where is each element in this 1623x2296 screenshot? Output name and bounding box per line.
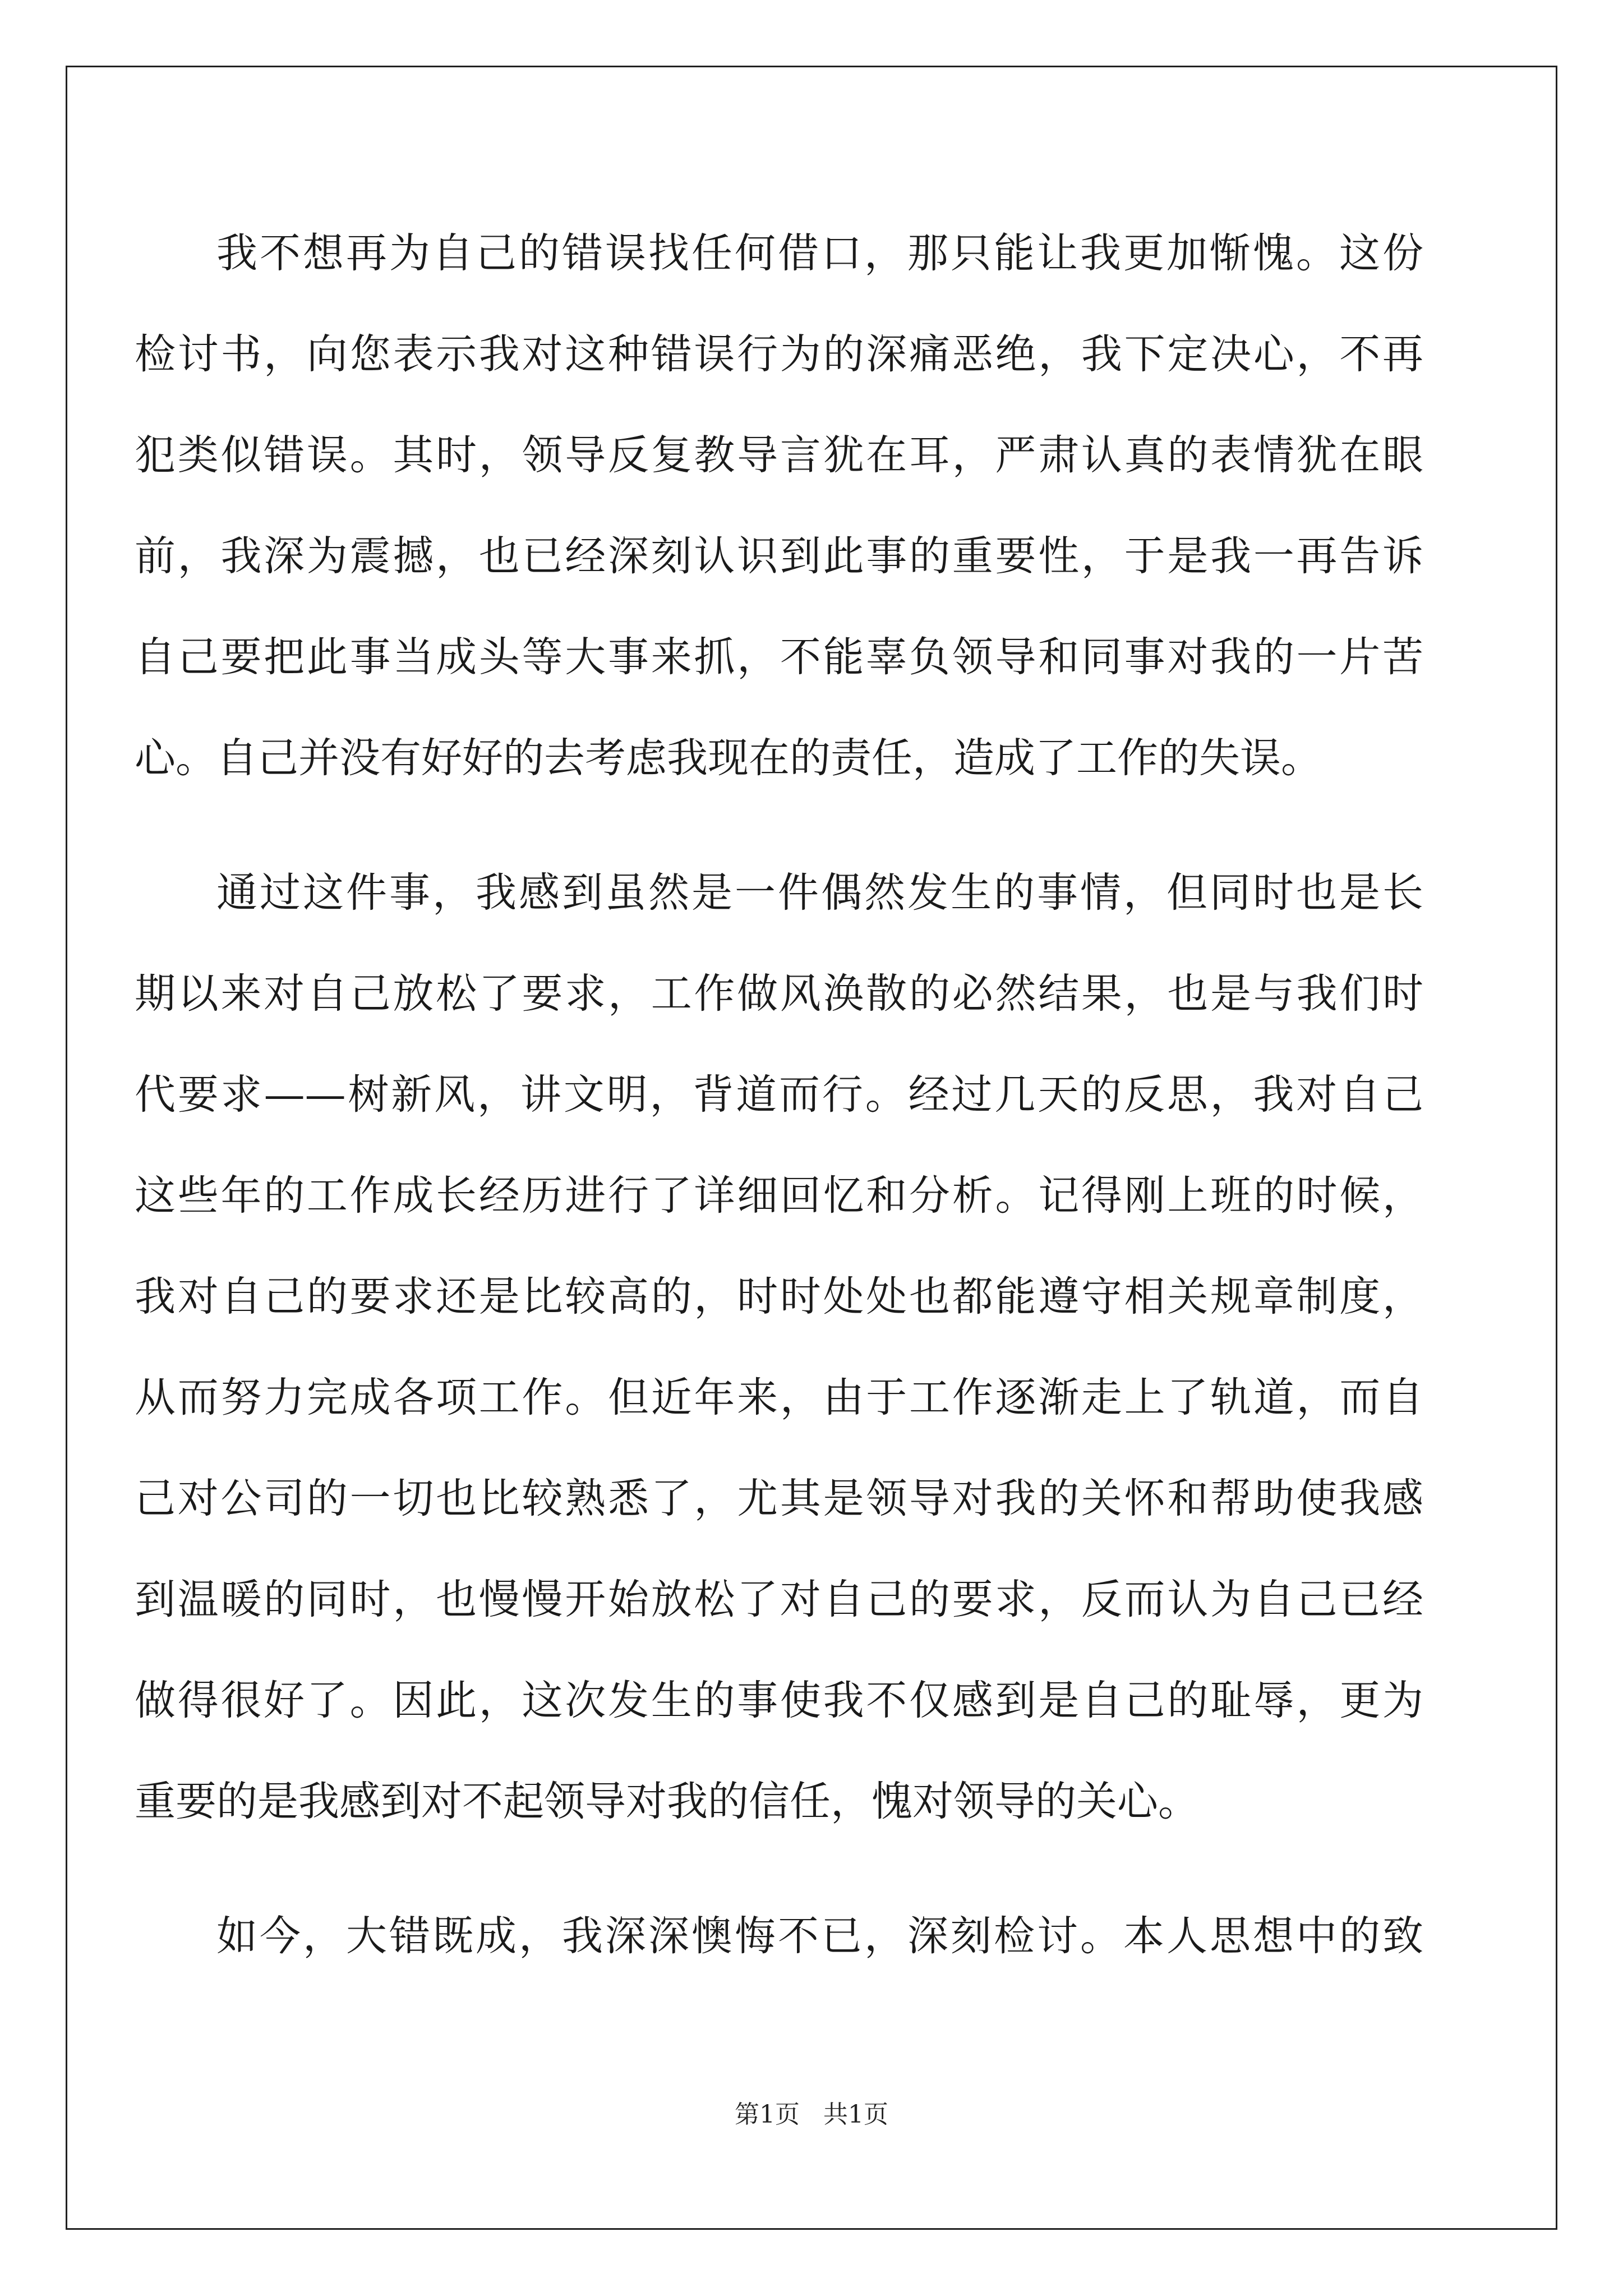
paragraph-2-line-8: 到温暖的同时，也慢慢开始放松了对自己的要求，反而认为自己已经 <box>135 1576 1423 1623</box>
paragraph-2-line-6: 从而努力完成各项工作。但近年来，由于工作逐渐走上了轨道，而自 <box>135 1374 1423 1421</box>
paragraph-1-line-5: 自己要把此事当成头等大事来抓，不能辜负领导和同事对我的一片苦 <box>135 633 1423 681</box>
paragraph-2-line-10: 重要的是我感到对不起领导对我的信任，愧对领导的关心。 <box>135 1778 1199 1825</box>
paragraph-2-line-7: 己对公司的一切也比较熟悉了，尤其是领导对我的关怀和帮助使我感 <box>135 1475 1423 1522</box>
paragraph-1-line-4: 前，我深为震撼，也已经深刻认识到此事的重要性，于是我一再告诉 <box>135 532 1423 580</box>
paragraph-2-line-9: 做得很好了。因此，这次发生的事使我不仅感到是自己的耻辱，更为 <box>135 1677 1423 1724</box>
paragraph-2-line-5: 我对自己的要求还是比较高的，时时处处也都能遵守相关规章制度， <box>135 1273 1423 1320</box>
paragraph-2-line-1: 通过这件事，我感到虽然是一件偶然发生的事情，但同时也是长 <box>216 869 1423 917</box>
paragraph-2-line-3: 代要求——树新风，讲文明，背道而行。经过几天的反思，我对自己 <box>135 1071 1423 1119</box>
page-number-footer: 第1页 共1页 <box>735 2100 888 2129</box>
paragraph-1-line-3: 犯类似错误。其时，领导反复教导言犹在耳，严肃认真的表情犹在眼 <box>135 431 1423 479</box>
paragraph-2-line-4: 这些年的工作成长经历进行了详细回忆和分析。记得刚上班的时候， <box>135 1172 1423 1220</box>
paragraph-3-line-1: 如今，大错既成，我深深懊悔不已，深刻检讨。本人思想中的致 <box>216 1912 1423 1960</box>
paragraph-1-line-1: 我不想再为自己的错误找任何借口，那只能让我更加惭愧。这份 <box>216 229 1423 277</box>
paragraph-1-line-6: 心。自己并没有好好的去考虑我现在的责任，造成了工作的失误。 <box>135 734 1322 782</box>
paragraph-2-line-2: 期以来对自己放松了要求，工作做风涣散的必然结果，也是与我们时 <box>135 970 1423 1018</box>
paragraph-1-line-2: 检讨书，向您表示我对这种错误行为的深痛恶绝，我下定决心，不再 <box>135 330 1423 378</box>
